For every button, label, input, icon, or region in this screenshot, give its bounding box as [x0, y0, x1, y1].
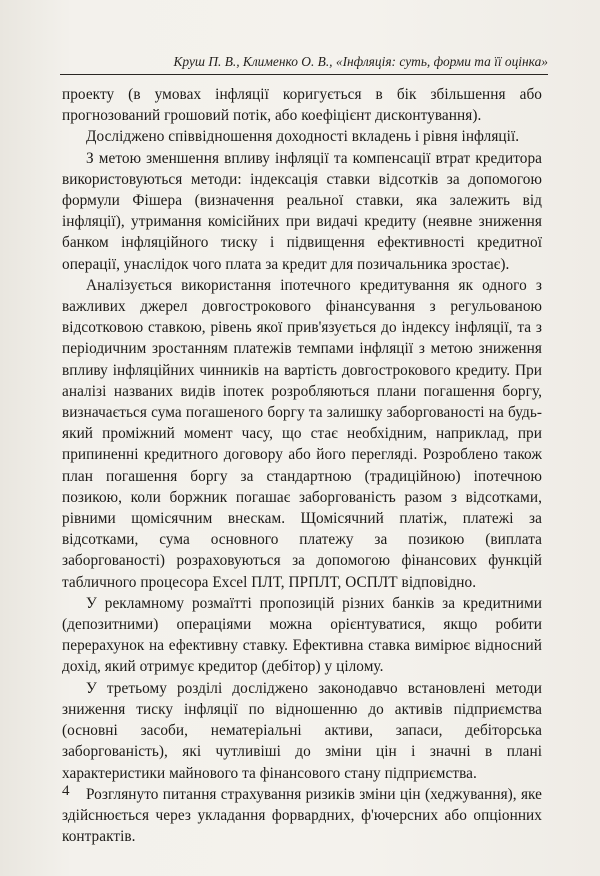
header-rule — [60, 74, 548, 75]
paragraph: З метою зменшення впливу інфляції та компенсації втрат кредитора використовуються методи: індексація ставки відсотків за допомогою формули Фішера (визначення реальної ставки, яка залежить від інфляції), утримання комісійних при видачі кредиту (неявне зниження банком інфляційного тиску і підвищення ефективності кредитної операції, унаслідок чого плата за кредит для позичальника зростає). — [62, 149, 542, 273]
page-number: 4 — [62, 783, 70, 799]
body-text — [62, 84, 542, 847]
paragraph: Досліджено співвідношення доходності вкладень і рівня інфляції. — [86, 128, 520, 146]
paragraph: У рекламному розмаїтті пропозицій різних банків за кредитними (депозитними) операціями можна орієнтуватися, якщо робити перерахунок на ефективну ставку. Ефективна ставка вимірює відносний дохід, який отримує кредитор (дебітор) у цілому. — [62, 594, 542, 676]
paragraph: Аналізується використання іпотечного кредитування як одного з важливих джерел довгострокового фінансування з регульованою відсотковою ставкою, рівень якої прив'язується до індексу інфляції, та з періодичним зростанням платежів темпами інфляції з метою зниження впливу інфляційних чинників на вартість довгострокового кредиту. При аналізі названих видів іпотек розробляються плани погашення боргу, визначається сума погашеного боргу та залишку заборгованості на будь-який проміжний момент часу, що стає необхідним, наприклад, при припиненні кредитного договору або його перегляді. Розроблено також план погашення боргу за стандартною (традиційною) іпотечною позикою, коли боржник погашає заборгованість разом з відсотками, рівними щомісячним внескам. Щомісячний платіж, платежі за відсотками, сума основного платежу за позикою (виплата заборгованості) розраховуються за допомогою фінансових функцій табличного процесора Excel ПЛТ, ПРПЛТ, ОСПЛТ відповідно. — [62, 276, 542, 591]
paragraph: Розглянуто питання страхування ризиків зміни цін (хеджування), яке здійснюється через укладання форвардних, ф'ючерсних або опціонних контрактів. — [62, 785, 542, 846]
paragraph-continuation: проекту (в умовах інфляції коригується в бік збільшення або прогнозований грошовий потік, або коефіцієнт дисконтування). — [62, 86, 542, 125]
paragraph: У третьому розділі досліджено законодавчо встановлені методи зниження тиску інфляції по відношенню до активів підприємства (основні засоби, нематеріальні активи, запаси, дебіторська заборгованість), які чутливіші до зміни цін і значні в плані характеристики майнового та фінансового стану підприємства. — [62, 679, 542, 782]
running-header: Круш П. В., Клименко О. В., «Інфляція: суть, форми та її оцінка» — [173, 54, 548, 69]
